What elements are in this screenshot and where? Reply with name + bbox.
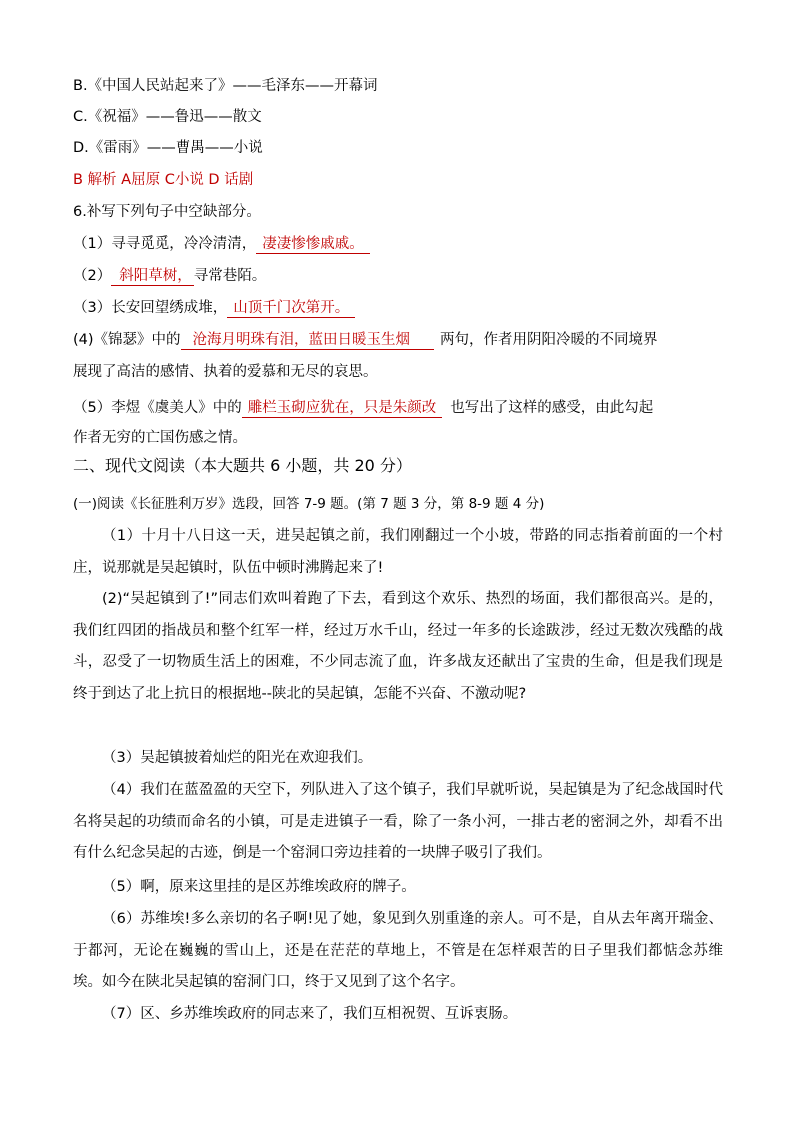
paragraph-6: （6）苏维埃!多么亲切的名子啊!见了她，象见到久别重逢的亲人。可不是，自从去年离开瑞金、于都河，无论在巍巍的雪山上，还是在茫茫的草地上，不管是在怎样艰苦的日子里我们都惦念苏维埃。如今在陕北吴起镇的窑洞门口，终于又见到了这个名字。 xyxy=(73,911,723,991)
paragraph-1: （1）十月十八日这一天，进吴起镇之前，我们刚翻过一个小坡，带路的同志指着前面的一个村庄，说那就是吴起镇时，队伍中顿时沸腾起来了! xyxy=(73,528,723,576)
answer-5: B 解析 A屈原 C小说 D 话剧 xyxy=(73,172,254,188)
q6-l1-answer: 凄凄惨惨戚戚。 xyxy=(256,235,370,254)
q6-line-5 xyxy=(73,398,653,418)
q6-l4-rest: 两句，作者用阴阳冷暖的不同境界 xyxy=(440,332,658,348)
paragraph-2: (2)“吴起镇到了!”同志们欢叫着跑了下去，看到这个欢乐、热烈的场面，我们都很高兴。是的，我们红四团的指战员和整个红军一样，经过万水千山，经过一年多的长途跋涉，经过无数次残酷的战斗，忍受了一切物质生活上的困难，不少同志流了血，许多战友还献出了宝贵的生命，但是我们现是终于到达了北上抗日的根据地--陕北的吴起镇，怎能不兴奋、不激动呢? xyxy=(73,591,723,702)
option-d: D.《雷雨》——曹禺——小说 xyxy=(73,140,263,156)
q6-l5-answer: 雕栏玉砌应犹在，只是朱颜改 xyxy=(242,399,443,418)
q6-title: 6.补写下列句子中空缺部分。 xyxy=(73,204,261,220)
q6-l5-rest: 也写出了这样的感受，由此勾起 xyxy=(450,400,654,416)
section-2-title: 二、现代文阅读（本大题共 6 小题，共 20 分） xyxy=(73,456,412,475)
q6-l1-prompt: （1）寻寻觅觅，冷冷清清， xyxy=(73,236,257,252)
q6-l2-answer: 斜阳草树， xyxy=(111,267,194,286)
q6-l4-answer: 沧海月明珠有泪，蓝田日暖玉生烟 xyxy=(181,331,435,350)
paragraph-4: （4）我们在蓝盈盈的天空下，列队进入了这个镇子，我们早就听说，吴起镇是为了纪念战国时代名将吴起的功绩而命名的小镇，可是走进镇子一看，除了一条小河，一排古老的密洞之外，却看不出有什么纪念吴起的古迹，倒是一个窑洞口旁边挂着的一块牌子吸引了我们。 xyxy=(73,782,723,862)
reading-intro: (一)阅读《长征胜利万岁》选段，回答 7-9 题。(第 7 题 3 分，第 8-9 题 4 分) xyxy=(73,496,545,512)
option-c: C.《祝福》——鲁迅——散文 xyxy=(73,109,262,125)
paragraph-3: （3）吴起镇披着灿烂的阳光在欢迎我们。 xyxy=(102,750,373,766)
q6-line-4-cont: 展现了高洁的感情、执着的爱慕和无尽的哀思。 xyxy=(73,364,378,380)
q6-line-1 xyxy=(73,234,370,254)
q6-l3-prompt: （3）长安回望绣成堆， xyxy=(73,300,228,316)
q6-line-3 xyxy=(73,298,355,318)
q6-l2-rest: 寻常巷陌。 xyxy=(193,268,267,284)
q6-l5-prompt: （5）李煜《虞美人》中的 xyxy=(73,400,242,416)
q6-l3-answer: 山顶千门次第开。 xyxy=(227,299,355,318)
q6-line-5-cont: 作者无穷的亡国伤感之情。 xyxy=(73,430,247,446)
paragraph-5: （5）啊，原来这里挂的是区苏维埃政府的牌子。 xyxy=(102,879,416,895)
q6-l4-prompt: (4)《锦瑟》中的 xyxy=(73,332,181,348)
q6-l2-prompt: （2） xyxy=(73,268,112,284)
paragraph-7: （7）区、乡苏维埃政府的同志来了，我们互相祝贺、互诉衷肠。 xyxy=(102,1006,518,1022)
q6-line-2 xyxy=(73,266,266,286)
q6-line-4 xyxy=(73,330,658,350)
option-b: B.《中国人民站起来了》——毛泽东——开幕词 xyxy=(73,78,378,94)
